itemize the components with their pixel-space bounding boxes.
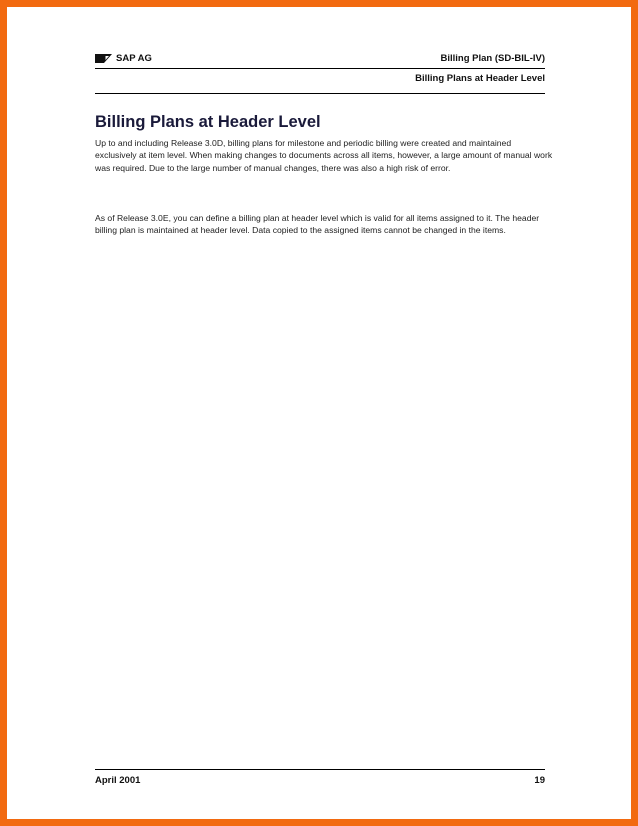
page-title: Billing Plans at Header Level xyxy=(95,113,321,131)
header-rule xyxy=(95,68,545,69)
document-title: Billing Plan (SD-BIL-IV) xyxy=(440,53,545,64)
sap-logo-icon xyxy=(95,54,112,63)
section-title: Billing Plans at Header Level xyxy=(415,73,545,84)
subheader-rule xyxy=(95,93,545,94)
company-name: SAP AG xyxy=(116,53,152,64)
footer-rule xyxy=(95,769,545,770)
paragraph-1: Up to and including Release 3.0D, billing plans for milestone and periodic billing were created and maintained exclusively at item level. When making changes to documents across all items, however, a large amount of manual work was required. Due to the large number of manual changes, there was also a high risk of error. xyxy=(95,138,553,173)
paragraph-2: As of Release 3.0E, you can define a billing plan at header level which is valid for all items assigned to it. The header billing plan is maintained at header level. Data copied to the assigned items cannot be changed in the items. xyxy=(95,213,540,236)
header-company xyxy=(95,53,152,64)
footer-date: April 2001 xyxy=(95,775,141,786)
page-number: 19 xyxy=(534,775,545,786)
